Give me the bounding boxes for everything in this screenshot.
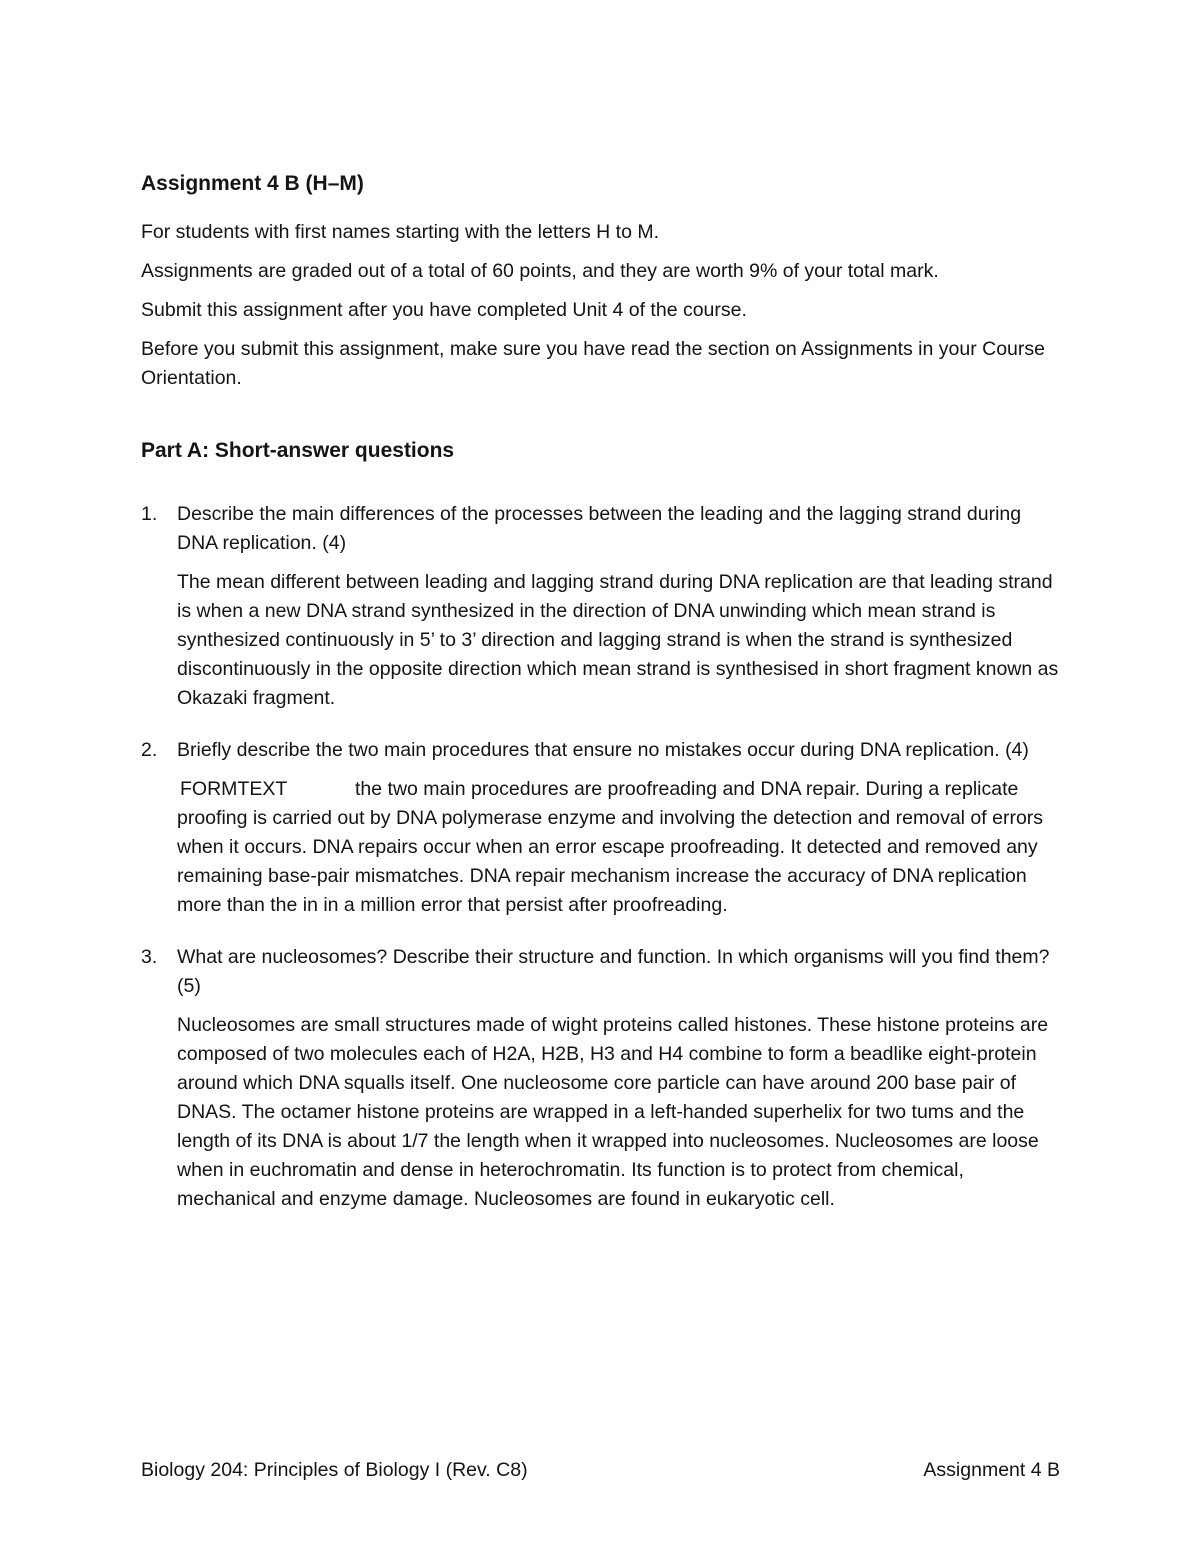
answer-text: the two main procedures are proofreading and DNA repair. During a replicate proofing is carried out by DNA polymerase enzyme and involving the detection and removal of errors when it occurs. DNA repairs occur when an error escape proofreading. It detected and removed any remaining base-pair mismatches. DNA repair mechanism increase the accuracy of DNA replication more than the in in a million error that persist after proofreading.	[177, 778, 1044, 916]
question-number: 1.	[141, 503, 158, 525]
assignment-title: Assignment 4 B (H–M)	[141, 172, 364, 195]
intro-paragraph-submission: Submit this assignment after you have completed Unit 4 of the course.	[141, 299, 747, 321]
question-text: Describe the main differences of the processes between the leading and the lagging strand during DNA replication. (4)	[177, 503, 1022, 554]
intro-section	[141, 218, 1066, 393]
question-number: 2.	[141, 739, 158, 761]
form-text-field[interactable]: FORMTEXT	[180, 778, 288, 800]
intro-paragraph-eligibility: For students with first names starting with the letters H to M.	[141, 221, 660, 243]
question-text: What are nucleosomes? Describe their structure and function. In which organisms will you find them? (5)	[177, 946, 1050, 997]
question-item-2	[141, 736, 1066, 920]
footer-course-name: Biology 204: Principles of Biology I (Rev. C8)	[141, 1459, 528, 1481]
question-text: Briefly describe the two main procedures that ensure no mistakes occur during DNA replication. (4)	[177, 739, 1029, 761]
answer-text: Nucleosomes are small structures made of wight proteins called histones. These histone proteins are composed of two molecules each of H2A, H2B, H3 and H4 combine to form a beadlike eight-protein around which DNA squalls itself. One nucleosome core particle can have around 200 base pair of DNAS. The octamer histone proteins are wrapped in a left-handed superhelix for two tums and the length of its DNA is about 1/7 the length when it wrapped into nucleosomes. Nucleosomes are loose when in euchromatin and dense in heterochromatin. Its function is to protect from chemical, mechanical and enzyme damage. Nucleosomes are found in eukaryotic cell.	[177, 1014, 1049, 1210]
question-item-1	[141, 500, 1066, 713]
part-a-heading: Part A: Short-answer questions	[141, 439, 455, 462]
page-content	[141, 168, 1066, 1237]
answer-text: The mean different between leading and lagging strand during DNA replication are that leading strand is when a new DNA strand synthesized in the direction of DNA unwinding which mean strand is synthesized continuously in 5’ to 3’ direction and lagging strand is when the strand is synthesized discontinuously in the opposite direction which mean strand is synthesised in short fragment known as Okazaki fragment.	[177, 571, 1059, 709]
intro-paragraph-orientation: Before you submit this assignment, make sure you have read the section on Assignments in your Course Orientation.	[141, 338, 1045, 389]
intro-paragraph-grading: Assignments are graded out of a total of 60 points, and they are worth 9% of your total mark.	[141, 260, 939, 282]
question-number: 3.	[141, 946, 158, 968]
answer-block	[177, 775, 1066, 920]
question-list	[141, 500, 1066, 1214]
question-item-3	[141, 943, 1066, 1214]
footer-assignment-label: Assignment 4 B	[923, 1459, 1060, 1481]
